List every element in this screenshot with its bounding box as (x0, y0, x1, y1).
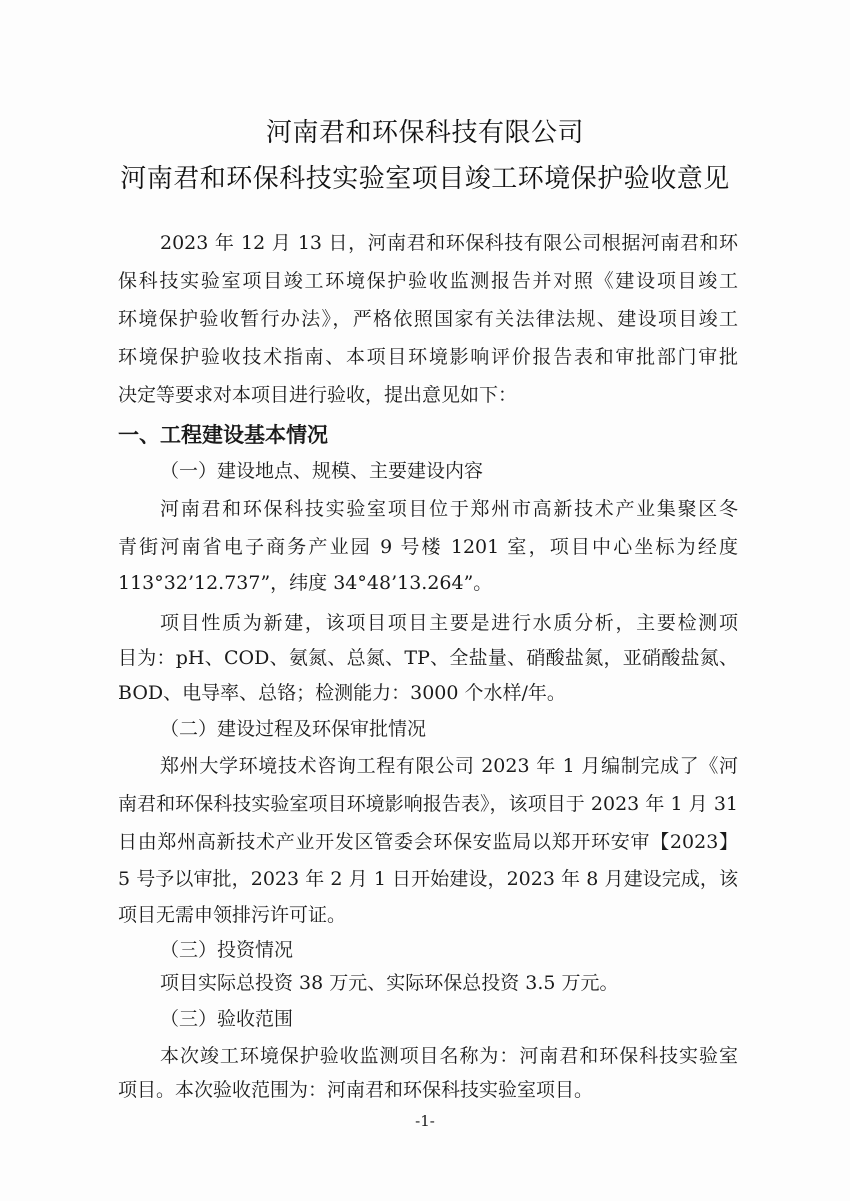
intro-line: 环境保护验收暂行办法》，严格依照国家有关法律法规、建设项目竣工 (118, 308, 738, 330)
paragraph-line: BOD、电导率、总铬；检测能力：3000 个水样/年。 (118, 682, 566, 704)
paragraph-line: 郑州大学环境技术咨询工程有限公司 2023 年 1 月编制完成了《河 (160, 755, 738, 777)
paragraph-line: 青街河南省电子商务产业园 9 号楼 1201 室，项目中心坐标为经度 (118, 536, 738, 558)
paragraph-line: 5 号予以审批，2023 年 2 月 1 日开始建设，2023 年 8 月建设完成，该 (118, 868, 738, 890)
paragraph-line: 项目实际总投资 38 万元、实际环保总投资 3.5 万元。 (160, 972, 619, 994)
intro-line: 环境保护验收技术指南、本项目环境影响评价报告表和审批部门审批 (118, 346, 738, 368)
subsection-heading: （三）投资情况 (160, 939, 294, 961)
page-number: -1- (415, 1112, 435, 1130)
intro-line: 决定等要求对本项目进行验收，提出意见如下： (118, 384, 518, 406)
document-title: 河南君和环保科技实验室项目竣工环境保护验收意见 (120, 164, 730, 194)
subsection-heading: （二）建设过程及环保审批情况 (160, 718, 427, 740)
intro-line: 2023 年 12 月 13 日，河南君和环保科技有限公司根据河南君和环 (160, 232, 738, 254)
paragraph-line: 项目性质为新建，该项目项目主要是进行水质分析，主要检测项 (160, 612, 738, 634)
paragraph-line: 日由郑州高新技术产业开发区管委会环保安监局以郑开环安审【2023】 (118, 831, 738, 853)
section-heading: 一、工程建设基本情况 (118, 422, 328, 447)
paragraph-line: 113°32’12.737”，纬度 34°48’13.264”。 (118, 572, 493, 594)
subsection-heading: （一）建设地点、规模、主要建设内容 (160, 460, 484, 482)
paragraph-line: 项目无需申领排污许可证。 (118, 904, 347, 926)
company-title: 河南君和环保科技有限公司 (265, 118, 584, 148)
paragraph-line: 本次竣工环境保护验收监测项目名称为：河南君和环保科技实验室 (160, 1045, 738, 1067)
paragraph-line: 南君和环保科技实验室项目环境影响报告表》，该项目于 2023 年 1 月 31 (118, 793, 738, 815)
intro-line: 保科技实验室项目竣工环境保护验收监测报告并对照《建设项目竣工 (118, 270, 738, 292)
paragraph-line: 河南君和环保科技实验室项目位于郑州市高新技术产业集聚区冬 (160, 498, 738, 520)
paragraph-line: 项目。本次验收范围为：河南君和环保科技实验室项目。 (118, 1079, 594, 1101)
paragraph-line: 目为：pH、COD、氨氮、总氮、TP、全盐量、硝酸盐氮，亚硝酸盐氮、 (118, 647, 738, 669)
subsection-heading: （三）验收范围 (160, 1008, 294, 1030)
